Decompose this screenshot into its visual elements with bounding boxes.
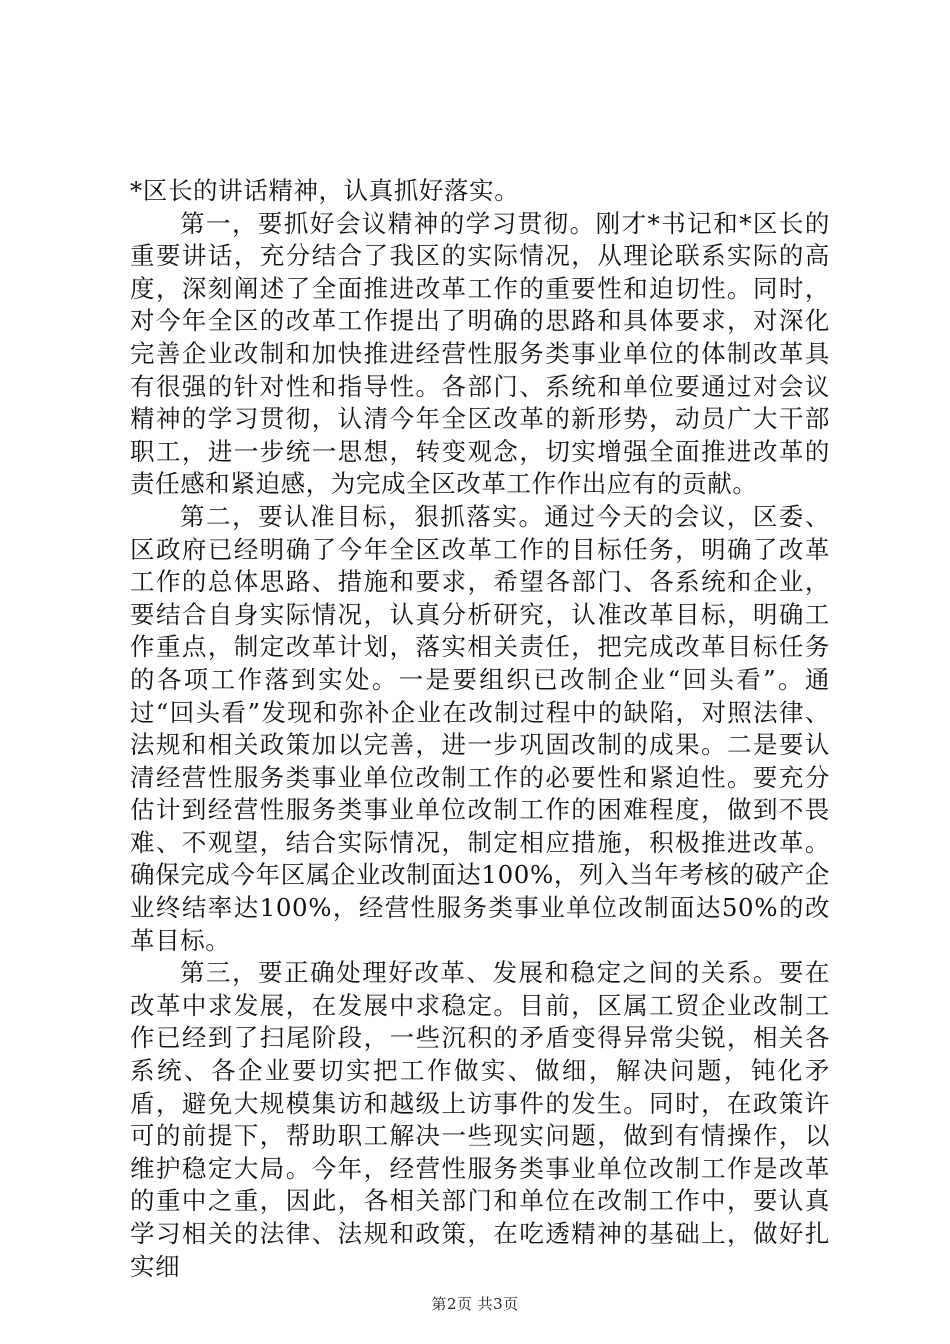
document-body (130, 175, 830, 1283)
paragraph-2: 第一，要抓好会议精神的学习贯彻。刚才*书记和*区长的重要讲话，充分结合了我区的实际情况，从理论联系实际的高度，深刻阐述了全面推进改革工作的重要性和迫切性。同时，对今年全区的改革工作提出了明确的思路和具体要求，对深化完善企业改制和加快推进经营性服务类事业单位的体制改革具有很强的针对性和指导性。各部门、系统和单位要通过对会议精神的学习贯彻，认清今年全区改革的新形势，动员广大干部职工，进一步统一思想，转变观念，切实增强全面推进改革的责任感和紧迫感，为完成全区改革工作作出应有的贡献。 (130, 208, 830, 499)
paragraph-4: 第三，要正确处理好改革、发展和稳定之间的关系。要在改革中求发展，在发展中求稳定。目前，区属工贸企业改制工作已经到了扫尾阶段，一些沉积的矛盾变得异常尖锐，相关各系统、各企业要切实把工作做实、做细，解决问题，钝化矛盾，避免大规模集访和越级上访事件的发生。同时，在政策许可的前提下，帮助职工解决一些现实问题，做到有情操作，以维护稳定大局。今年，经营性服务类事业单位改制工作是改革的重中之重，因此，各相关部门和单位在改制工作中，要认真学习相关的法律、法规和政策，在吃透精神的基础上，做好扎实细 (130, 958, 830, 1281)
page-number-footer: 第2页 共3页 (431, 1295, 519, 1313)
paragraph-1: *区长的讲话精神，认真抓好落实。 (130, 176, 520, 205)
paragraph-3: 第二，要认准目标，狠抓落实。通过今天的会议，区委、区政府已经明确了今年全区改革工作的目标任务，明确了改革工作的总体思路、措施和要求，希望各部门、各系统和企业，要结合自身实际情况，认真分析研究，认准改革目标，明确工作重点，制定改革计划，落实相关责任，把完成改革目标任务的各项工作落到实处。一是要组织已改制企业“回头看”。通过“回头看”发现和弥补企业在改制过程中的缺陷，对照法律、法规和相关政策加以完善，进一步巩固改制的成果。二是要认清经营性服务类事业单位改制工作的必要性和紧迫性。要充分估计到经营性服务类事业单位改制工作的困难程度，做到不畏难、不观望，结合实际情况，制定相应措施，积极推进改革。确保完成今年区属企业改制面达100%，列入当年考核的破产企业终结率达100%，经营性服务类事业单位改制面达50%的改革目标。 (130, 501, 830, 955)
